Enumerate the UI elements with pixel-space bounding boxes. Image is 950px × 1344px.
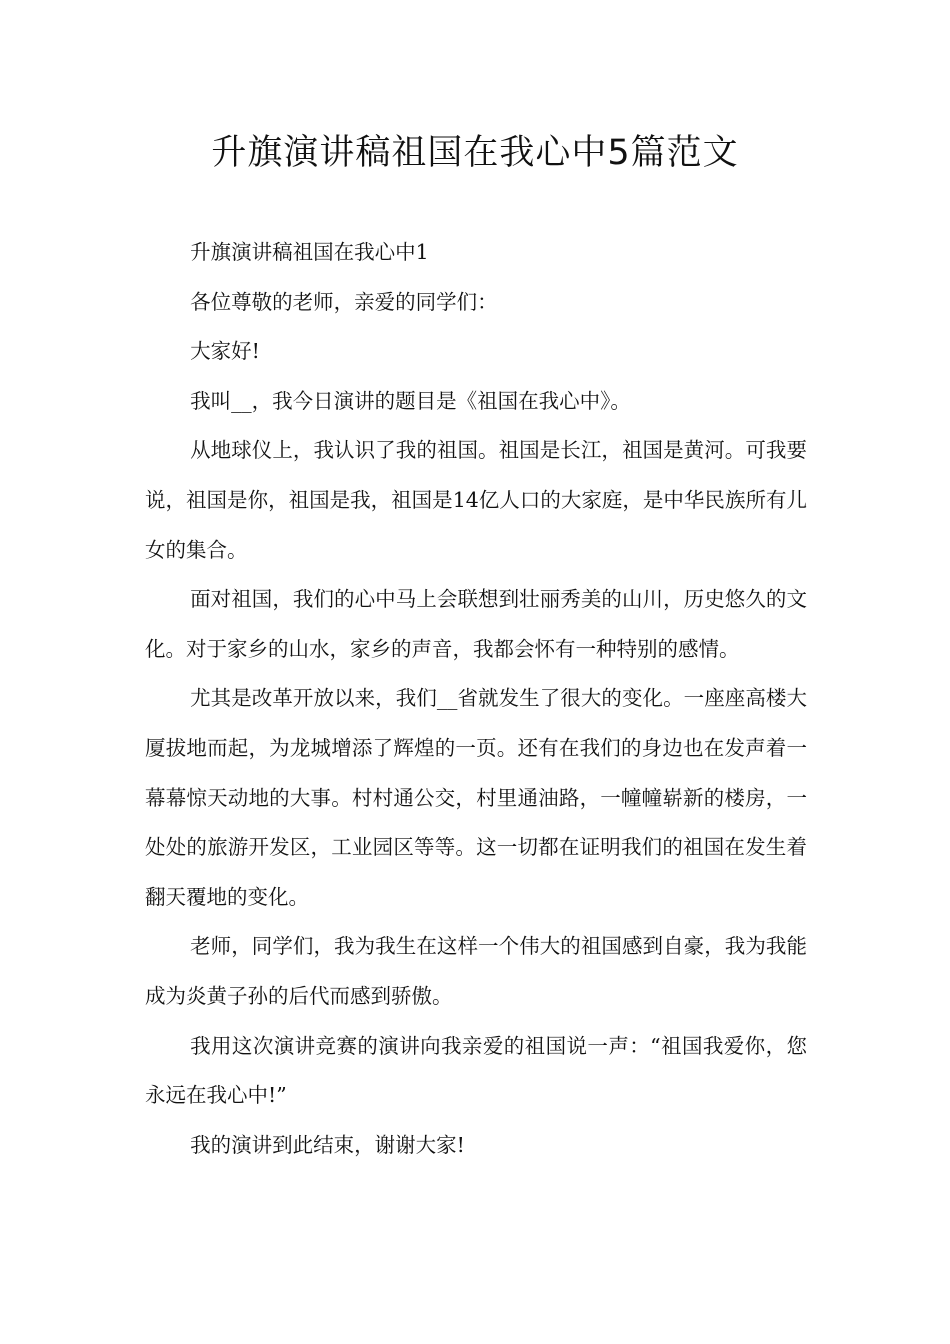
paragraph-body: 尤其是改革开放以来，我们__省就发生了很大的变化。一座座高楼大厦拔地而起，为龙城增添了辉煌的一页。还有在我们的身边也在发声着一幕幕惊天动地的大事。村村通公交，村里通油路，一幢幢崭新的楼房，一处处的旅游开发区，工业园区等等。这一切都在证明我们的祖国在发生着翻天覆地的变化。 (145, 686, 807, 909)
paragraph-heading: 升旗演讲稿祖国在我心中1 (190, 240, 429, 264)
paragraph-body: 我用这次演讲竞赛的演讲向我亲爱的祖国说一声：“祖国我爱你，您永远在我心中!” (145, 1033, 807, 1108)
paragraph-body: 面对祖国，我们的心中马上会联想到壮丽秀美的山川，历史悠久的文化。对于家乡的山水，家乡的声音，我都会怀有一种特别的感情。 (145, 587, 807, 661)
paragraph-introduction: 我叫__，我今日演讲的题目是《祖国在我心中》。 (190, 388, 631, 413)
paragraph-closing: 我的演讲到此结束，谢谢大家! (190, 1132, 465, 1157)
paragraph-greeting: 大家好! (190, 339, 260, 364)
paragraph-salutation: 各位尊敬的老师，亲爱的同学们： (190, 289, 498, 314)
paragraph-body: 从地球仪上，我认识了我的祖国。祖国是长江，祖国是黄河。可我要说，祖国是你，祖国是我，祖国是14亿人口的大家庭，是中华民族所有儿女的集合。 (145, 438, 807, 562)
paragraph-body: 老师，同学们，我为我生在这样一个伟大的祖国感到自豪，我为我能成为炎黄子孙的后代而感到骄傲。 (145, 934, 807, 1008)
document-title: 升旗演讲稿祖国在我心中5篇范文 (211, 133, 739, 173)
document-body (145, 228, 807, 1170)
